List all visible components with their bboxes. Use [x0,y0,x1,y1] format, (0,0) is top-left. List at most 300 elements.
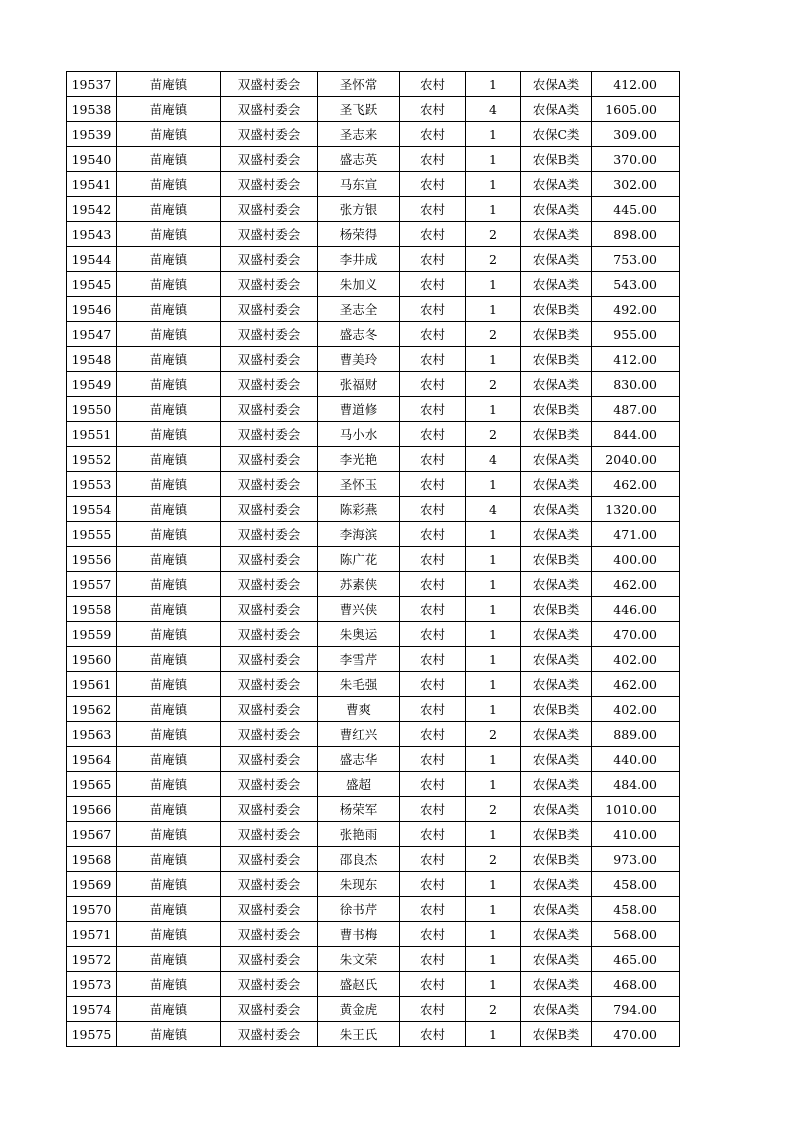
household-type-cell: 农村 [400,622,466,647]
table-row [67,472,680,497]
category-cell: 农保B类 [521,147,592,172]
name-cell: 苏素侠 [318,572,400,597]
people-count-cell: 1 [466,947,521,972]
category-cell: 农保A类 [521,172,592,197]
amount-cell: 465.00 [592,947,680,972]
people-count-cell: 2 [466,422,521,447]
table-row [67,897,680,922]
table-row [67,647,680,672]
record-id-cell: 19566 [67,797,117,822]
village-cell: 双盛村委会 [221,472,318,497]
people-count-cell: 4 [466,447,521,472]
category-cell: 农保A类 [521,972,592,997]
amount-cell: 370.00 [592,147,680,172]
name-cell: 圣志全 [318,297,400,322]
village-cell: 双盛村委会 [221,872,318,897]
name-cell: 马东宣 [318,172,400,197]
household-type-cell: 农村 [400,572,466,597]
household-type-cell: 农村 [400,422,466,447]
table-row [67,622,680,647]
name-cell: 朱加义 [318,272,400,297]
household-type-cell: 农村 [400,447,466,472]
table-row [67,997,680,1022]
record-id-cell: 19552 [67,447,117,472]
record-id-cell: 19540 [67,147,117,172]
amount-cell: 844.00 [592,422,680,447]
town-cell: 苗庵镇 [117,647,221,672]
village-cell: 双盛村委会 [221,572,318,597]
category-cell: 农保B类 [521,322,592,347]
town-cell: 苗庵镇 [117,247,221,272]
town-cell: 苗庵镇 [117,972,221,997]
table-row [67,697,680,722]
record-id-cell: 19537 [67,72,117,97]
town-cell: 苗庵镇 [117,297,221,322]
record-id-cell: 19556 [67,547,117,572]
category-cell: 农保A类 [521,472,592,497]
people-count-cell: 1 [466,872,521,897]
name-cell: 朱奥运 [318,622,400,647]
people-count-cell: 1 [466,397,521,422]
people-count-cell: 2 [466,247,521,272]
record-id-cell: 19559 [67,622,117,647]
town-cell: 苗庵镇 [117,472,221,497]
table-row [67,972,680,997]
name-cell: 盛超 [318,772,400,797]
household-type-cell: 农村 [400,1022,466,1047]
town-cell: 苗庵镇 [117,422,221,447]
table-row [67,422,680,447]
record-id-cell: 19567 [67,822,117,847]
household-type-cell: 农村 [400,972,466,997]
table-row [67,1022,680,1047]
amount-cell: 468.00 [592,972,680,997]
table-row [67,597,680,622]
name-cell: 陈广花 [318,547,400,572]
town-cell: 苗庵镇 [117,622,221,647]
name-cell: 朱现东 [318,872,400,897]
table-row [67,947,680,972]
table-row [67,522,680,547]
town-cell: 苗庵镇 [117,197,221,222]
category-cell: 农保B类 [521,347,592,372]
village-cell: 双盛村委会 [221,272,318,297]
record-id-cell: 19542 [67,197,117,222]
household-type-cell: 农村 [400,372,466,397]
category-cell: 农保A类 [521,672,592,697]
people-count-cell: 2 [466,222,521,247]
table-row [67,147,680,172]
amount-cell: 889.00 [592,722,680,747]
category-cell: 农保A类 [521,572,592,597]
table-row [67,297,680,322]
town-cell: 苗庵镇 [117,272,221,297]
amount-cell: 470.00 [592,1022,680,1047]
village-cell: 双盛村委会 [221,597,318,622]
record-id-cell: 19558 [67,597,117,622]
table-row [67,372,680,397]
record-id-cell: 19550 [67,397,117,422]
town-cell: 苗庵镇 [117,872,221,897]
village-cell: 双盛村委会 [221,247,318,272]
village-cell: 双盛村委会 [221,172,318,197]
table-row [67,922,680,947]
record-id-cell: 19553 [67,472,117,497]
household-type-cell: 农村 [400,697,466,722]
household-type-cell: 农村 [400,947,466,972]
record-id-cell: 19549 [67,372,117,397]
amount-cell: 2040.00 [592,447,680,472]
table-row [67,772,680,797]
category-cell: 农保A类 [521,797,592,822]
name-cell: 盛志冬 [318,322,400,347]
name-cell: 李雪芹 [318,647,400,672]
town-cell: 苗庵镇 [117,747,221,772]
town-cell: 苗庵镇 [117,922,221,947]
household-type-cell: 农村 [400,397,466,422]
table-row [67,447,680,472]
category-cell: 农保A类 [521,872,592,897]
category-cell: 农保A类 [521,747,592,772]
name-cell: 圣怀常 [318,72,400,97]
amount-cell: 898.00 [592,222,680,247]
people-count-cell: 1 [466,547,521,572]
table-row [67,797,680,822]
household-type-cell: 农村 [400,222,466,247]
category-cell: 农保A类 [521,772,592,797]
category-cell: 农保A类 [521,272,592,297]
town-cell: 苗庵镇 [117,172,221,197]
people-count-cell: 1 [466,147,521,172]
town-cell: 苗庵镇 [117,947,221,972]
name-cell: 朱毛强 [318,672,400,697]
town-cell: 苗庵镇 [117,322,221,347]
household-type-cell: 农村 [400,547,466,572]
town-cell: 苗庵镇 [117,122,221,147]
town-cell: 苗庵镇 [117,497,221,522]
table-row [67,847,680,872]
people-count-cell: 1 [466,122,521,147]
town-cell: 苗庵镇 [117,397,221,422]
amount-cell: 794.00 [592,997,680,1022]
record-id-cell: 19547 [67,322,117,347]
household-type-cell: 农村 [400,472,466,497]
people-count-cell: 1 [466,672,521,697]
record-id-cell: 19574 [67,997,117,1022]
category-cell: 农保A类 [521,622,592,647]
amount-cell: 412.00 [592,72,680,97]
amount-cell: 446.00 [592,597,680,622]
village-cell: 双盛村委会 [221,372,318,397]
name-cell: 张福财 [318,372,400,397]
people-count-cell: 1 [466,972,521,997]
table-row [67,672,680,697]
amount-cell: 830.00 [592,372,680,397]
category-cell: 农保A类 [521,722,592,747]
household-type-cell: 农村 [400,847,466,872]
household-type-cell: 农村 [400,147,466,172]
data-table [66,71,680,1047]
household-type-cell: 农村 [400,772,466,797]
town-cell: 苗庵镇 [117,722,221,747]
people-count-cell: 2 [466,997,521,1022]
village-cell: 双盛村委会 [221,972,318,997]
town-cell: 苗庵镇 [117,672,221,697]
record-id-cell: 19568 [67,847,117,872]
category-cell: 农保A类 [521,372,592,397]
name-cell: 李井成 [318,247,400,272]
record-id-cell: 19555 [67,522,117,547]
amount-cell: 462.00 [592,572,680,597]
record-id-cell: 19575 [67,1022,117,1047]
amount-cell: 568.00 [592,922,680,947]
name-cell: 朱文荣 [318,947,400,972]
village-cell: 双盛村委会 [221,797,318,822]
record-id-cell: 19572 [67,947,117,972]
record-id-cell: 19544 [67,247,117,272]
amount-cell: 462.00 [592,472,680,497]
table-row [67,247,680,272]
table-row [67,747,680,772]
name-cell: 张方银 [318,197,400,222]
people-count-cell: 2 [466,847,521,872]
name-cell: 盛志英 [318,147,400,172]
household-type-cell: 农村 [400,997,466,1022]
category-cell: 农保B类 [521,547,592,572]
village-cell: 双盛村委会 [221,72,318,97]
town-cell: 苗庵镇 [117,897,221,922]
village-cell: 双盛村委会 [221,847,318,872]
record-id-cell: 19569 [67,872,117,897]
village-cell: 双盛村委会 [221,672,318,697]
people-count-cell: 2 [466,722,521,747]
household-type-cell: 农村 [400,297,466,322]
record-id-cell: 19570 [67,897,117,922]
people-count-cell: 1 [466,347,521,372]
record-id-cell: 19554 [67,497,117,522]
town-cell: 苗庵镇 [117,847,221,872]
table-row [67,547,680,572]
record-id-cell: 19565 [67,772,117,797]
household-type-cell: 农村 [400,122,466,147]
name-cell: 黄金虎 [318,997,400,1022]
village-cell: 双盛村委会 [221,772,318,797]
village-cell: 双盛村委会 [221,1022,318,1047]
village-cell: 双盛村委会 [221,697,318,722]
village-cell: 双盛村委会 [221,547,318,572]
name-cell: 圣飞跃 [318,97,400,122]
category-cell: 农保A类 [521,197,592,222]
village-cell: 双盛村委会 [221,222,318,247]
category-cell: 农保A类 [521,947,592,972]
amount-cell: 543.00 [592,272,680,297]
table-row [67,722,680,747]
town-cell: 苗庵镇 [117,347,221,372]
town-cell: 苗庵镇 [117,997,221,1022]
village-cell: 双盛村委会 [221,622,318,647]
people-count-cell: 1 [466,572,521,597]
household-type-cell: 农村 [400,922,466,947]
table-body [67,72,680,1047]
amount-cell: 302.00 [592,172,680,197]
town-cell: 苗庵镇 [117,822,221,847]
amount-cell: 955.00 [592,322,680,347]
category-cell: 农保A类 [521,497,592,522]
category-cell: 农保A类 [521,97,592,122]
name-cell: 圣怀玉 [318,472,400,497]
people-count-cell: 1 [466,747,521,772]
record-id-cell: 19546 [67,297,117,322]
record-id-cell: 19562 [67,697,117,722]
name-cell: 朱王氏 [318,1022,400,1047]
record-id-cell: 19541 [67,172,117,197]
people-count-cell: 1 [466,297,521,322]
category-cell: 农保B类 [521,697,592,722]
record-id-cell: 19545 [67,272,117,297]
people-count-cell: 4 [466,497,521,522]
table-row [67,72,680,97]
household-type-cell: 农村 [400,197,466,222]
category-cell: 农保B类 [521,1022,592,1047]
village-cell: 双盛村委会 [221,97,318,122]
amount-cell: 1010.00 [592,797,680,822]
table-row [67,272,680,297]
people-count-cell: 1 [466,822,521,847]
name-cell: 曹道修 [318,397,400,422]
village-cell: 双盛村委会 [221,422,318,447]
table-row [67,122,680,147]
village-cell: 双盛村委会 [221,347,318,372]
category-cell: 农保A类 [521,447,592,472]
household-type-cell: 农村 [400,872,466,897]
category-cell: 农保A类 [521,72,592,97]
household-type-cell: 农村 [400,822,466,847]
amount-cell: 462.00 [592,672,680,697]
people-count-cell: 4 [466,97,521,122]
amount-cell: 458.00 [592,872,680,897]
village-cell: 双盛村委会 [221,947,318,972]
table-row [67,97,680,122]
village-cell: 双盛村委会 [221,722,318,747]
people-count-cell: 2 [466,322,521,347]
household-type-cell: 农村 [400,497,466,522]
category-cell: 农保A类 [521,222,592,247]
name-cell: 杨荣军 [318,797,400,822]
village-cell: 双盛村委会 [221,897,318,922]
amount-cell: 440.00 [592,747,680,772]
table-row [67,872,680,897]
table-row [67,222,680,247]
record-id-cell: 19539 [67,122,117,147]
people-count-cell: 1 [466,1022,521,1047]
amount-cell: 400.00 [592,547,680,572]
people-count-cell: 1 [466,597,521,622]
amount-cell: 309.00 [592,122,680,147]
amount-cell: 458.00 [592,897,680,922]
village-cell: 双盛村委会 [221,922,318,947]
name-cell: 李光艳 [318,447,400,472]
town-cell: 苗庵镇 [117,522,221,547]
table-row [67,497,680,522]
table-row [67,822,680,847]
village-cell: 双盛村委会 [221,822,318,847]
household-type-cell: 农村 [400,247,466,272]
town-cell: 苗庵镇 [117,547,221,572]
people-count-cell: 1 [466,522,521,547]
household-type-cell: 农村 [400,522,466,547]
category-cell: 农保B类 [521,297,592,322]
name-cell: 马小水 [318,422,400,447]
household-type-cell: 农村 [400,172,466,197]
people-count-cell: 1 [466,197,521,222]
household-type-cell: 农村 [400,597,466,622]
people-count-cell: 2 [466,372,521,397]
village-cell: 双盛村委会 [221,747,318,772]
record-id-cell: 19548 [67,347,117,372]
people-count-cell: 1 [466,697,521,722]
category-cell: 农保B类 [521,597,592,622]
people-count-cell: 1 [466,272,521,297]
record-id-cell: 19543 [67,222,117,247]
category-cell: 农保A类 [521,897,592,922]
amount-cell: 492.00 [592,297,680,322]
people-count-cell: 1 [466,172,521,197]
household-type-cell: 农村 [400,672,466,697]
amount-cell: 412.00 [592,347,680,372]
category-cell: 农保A类 [521,997,592,1022]
name-cell: 曹爽 [318,697,400,722]
town-cell: 苗庵镇 [117,797,221,822]
table-row [67,347,680,372]
people-count-cell: 1 [466,922,521,947]
people-count-cell: 1 [466,472,521,497]
town-cell: 苗庵镇 [117,1022,221,1047]
category-cell: 农保A类 [521,647,592,672]
people-count-cell: 1 [466,622,521,647]
table-row [67,172,680,197]
household-type-cell: 农村 [400,347,466,372]
village-cell: 双盛村委会 [221,447,318,472]
name-cell: 徐书芹 [318,897,400,922]
household-type-cell: 农村 [400,747,466,772]
village-cell: 双盛村委会 [221,497,318,522]
category-cell: 农保B类 [521,847,592,872]
village-cell: 双盛村委会 [221,322,318,347]
town-cell: 苗庵镇 [117,597,221,622]
household-type-cell: 农村 [400,322,466,347]
village-cell: 双盛村委会 [221,147,318,172]
category-cell: 农保A类 [521,522,592,547]
table-row [67,572,680,597]
record-id-cell: 19557 [67,572,117,597]
village-cell: 双盛村委会 [221,522,318,547]
record-id-cell: 19571 [67,922,117,947]
household-type-cell: 农村 [400,72,466,97]
category-cell: 农保A类 [521,247,592,272]
record-id-cell: 19564 [67,747,117,772]
record-id-cell: 19560 [67,647,117,672]
table-row [67,322,680,347]
people-count-cell: 1 [466,897,521,922]
name-cell: 圣志来 [318,122,400,147]
amount-cell: 973.00 [592,847,680,872]
household-type-cell: 农村 [400,722,466,747]
household-type-cell: 农村 [400,647,466,672]
amount-cell: 753.00 [592,247,680,272]
village-cell: 双盛村委会 [221,397,318,422]
name-cell: 曹兴侠 [318,597,400,622]
people-count-cell: 2 [466,797,521,822]
